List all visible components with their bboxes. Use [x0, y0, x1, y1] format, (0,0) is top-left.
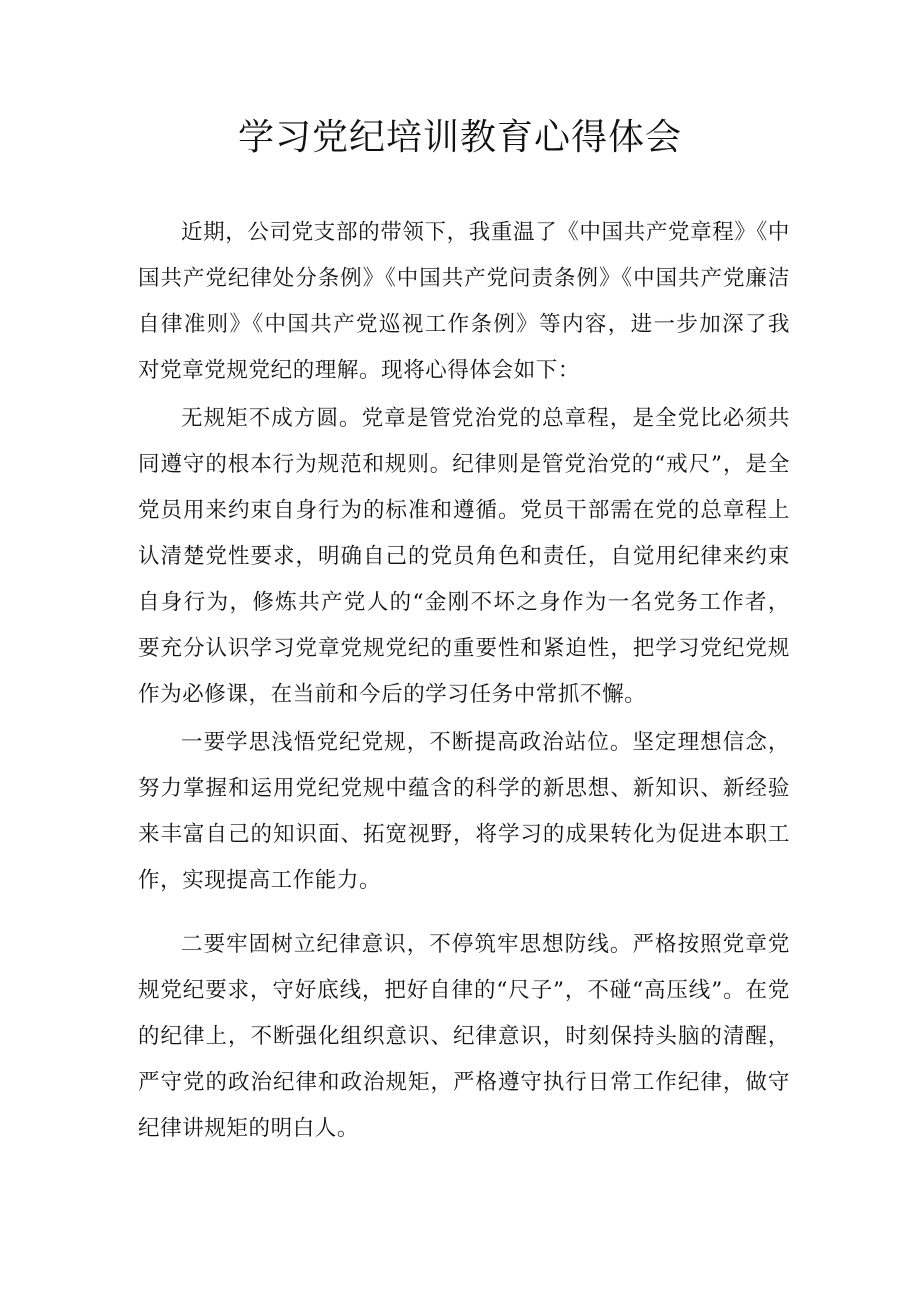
- paragraph-point-two: 二要牢固树立纪律意识，不停筑牢思想防线。严格按照党章党规党纪要求，守好底线，把好自律的“尺子”，不碰“高压线”。在党的纪律上，不断强化组织意识、纪律意识，时刻保持头脑的清醒，严守党的政治纪律和政治规矩，严格遵守执行日常工作纪律，做守纪律讲规矩的明白人。: [138, 932, 790, 1141]
- document-body: [138, 210, 790, 1152]
- document-title: 学习党纪培训教育心得体会: [237, 117, 682, 158]
- paragraph-point-one: 一要学思浅悟党纪党规，不断提高政治站位。坚定理想信念，努力掌握和运用党纪党规中蕴含的科学的新思想、新知识、新经验来丰富自己的知识面、拓宽视野，将学习的成果转化为促进本职工作，实现提高工作能力。: [138, 730, 790, 893]
- paragraph-intro: 近期，公司党支部的带领下，我重温了《中国共产党章程》《中国共产党纪律处分条例》《中国共产党问责条例》《中国共产党廉洁自律准则》《中国共产党巡视工作条例》等内容，进一步加深了我对党章党规党纪的理解。现将心得体会如下：: [138, 220, 790, 383]
- paragraph-rules: 无规矩不成方圆。党章是管党治党的总章程，是全党比必须共同遵守的根本行为规范和规则。纪律则是管党治党的“戒尺”，是全党员用来约束自身行为的标准和遵循。党员干部需在党的总章程上认清楚党性要求，明确自己的党员角色和责任，自觉用纪律来约束自身行为，修炼共产党人的“金刚不坏之身作为一名党务工作者，要充分认识学习党章党规党纪的重要性和紧迫性，把学习党纪党规作为必修课，在当前和今后的学习任务中常抓不懈。: [138, 406, 790, 707]
